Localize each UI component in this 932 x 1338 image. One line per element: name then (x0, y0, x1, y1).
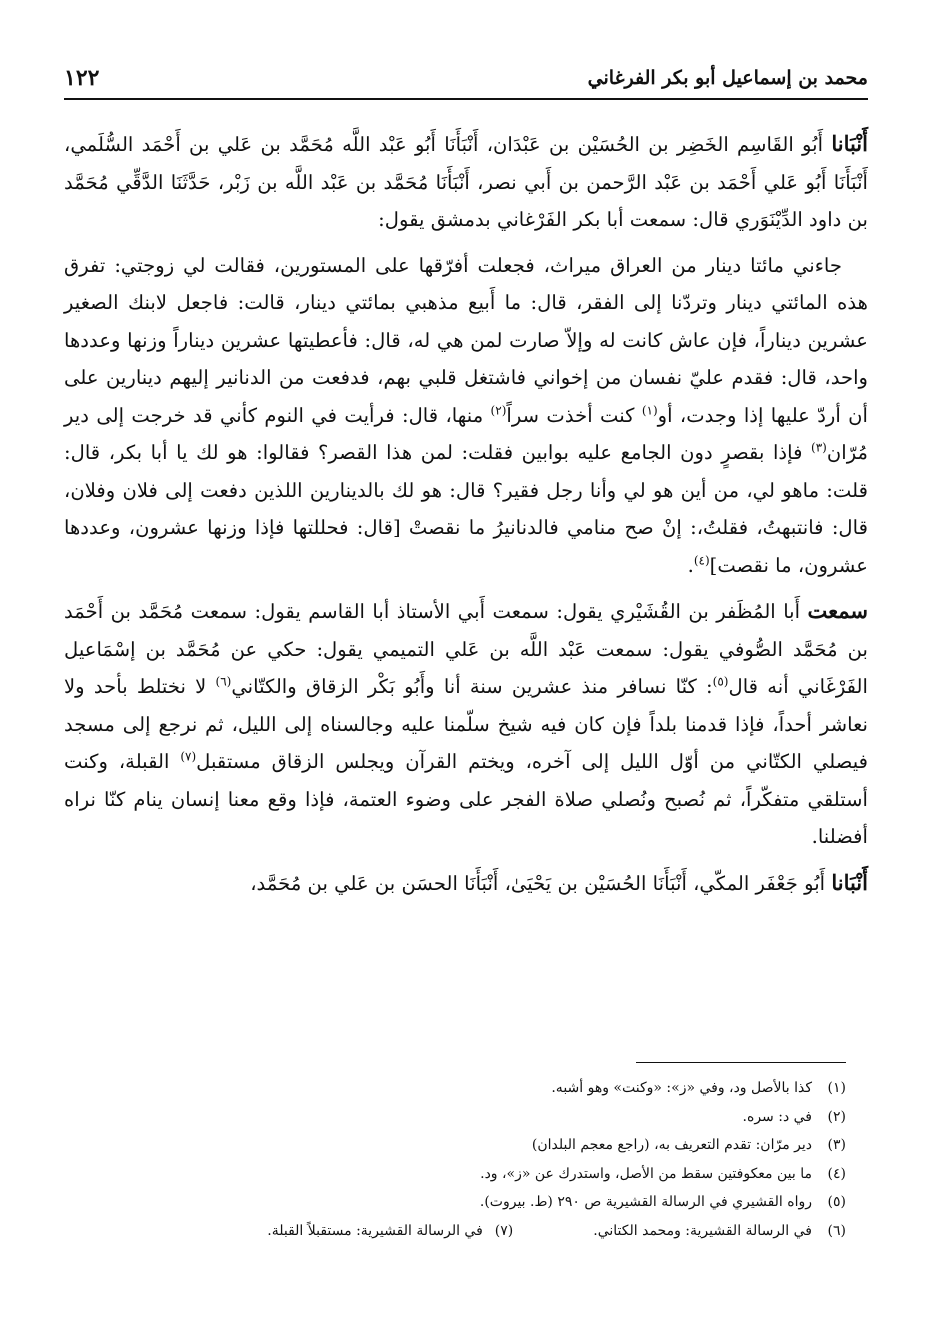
footnote-ref-7[interactable]: (٧) (180, 749, 197, 764)
footnote-text: دير مرّان: تقدم التعريف به، (راجع معجم البلدان) (531, 1137, 812, 1153)
text-run: : كنّا نسافر منذ عشرين سنة أنا وأَبُو بَكْر الزقاق والكتّاني (231, 675, 713, 698)
paragraph-lead-word: سمعت (807, 598, 868, 623)
footnote-number: (٣) (827, 1137, 846, 1153)
footnote-text: رواه القشيري في الرسالة القشيرية ص ٢٩٠ (ط. بيروت). (479, 1194, 812, 1210)
footnote-item (64, 1160, 846, 1189)
footnote-ref-3[interactable]: (٣) (811, 440, 827, 455)
footnote-text: ما بين معكوفتين سقط من الأصل، واستدرك عن «ز»، ود. (480, 1165, 812, 1182)
footnote-item (64, 1131, 846, 1160)
footnote-number: (١) (827, 1080, 846, 1096)
footnote-number: (٦) (827, 1222, 846, 1239)
text-run: فإذا بقصرٍ دون الجامع عليه بوابين فقلت: لمن هذا القصر؟ فقالوا: هو لك يا أبا بكر، قال: قلت: ماهو لي، من أين هو لي وأنا رجل فقير؟ قال: هو لك بالدينارين اللذين دفعت إلى فلان وفلان، قال: فانتبهتُ، فقلتُ،: إنْ صح منامي فالدنانيرُ ما نقصتْ [قال: فحللتها فإذا وزنها عشرون، وعددها عشرون، ما نقصت] (64, 441, 868, 577)
footnote-ref-4[interactable]: (٤) (693, 552, 710, 567)
footnote-number: (٥) (827, 1194, 846, 1210)
footnote-text: كذا بالأصل ود، وفي «ز»: «وكنت» وهو أشبه. (551, 1080, 812, 1096)
footnote-item (64, 1103, 846, 1132)
running-title: محمد بن إسماعيل أبو بكر الفرغاني (587, 67, 868, 89)
footnote-item (64, 1074, 846, 1103)
text-run: منها، قال: فرأيت في النوم كأني قد خرجت إلى دير مُرّان (64, 403, 868, 464)
footnote-number: (٢) (827, 1108, 846, 1125)
footnote-item-pair (64, 1217, 846, 1246)
footnote-number: (٤) (827, 1165, 846, 1182)
footnote-ref-1[interactable]: (١) (641, 402, 658, 417)
paragraph-isnad-1 (64, 125, 868, 239)
text-run: كنت أخذت سراً (506, 403, 642, 427)
page-number: ١٢٢ (64, 65, 100, 91)
paragraph-text: أَبُو القَاسِم الخَضِر بن الحُسَيْن بن عَبْدَان، أَنْبَأَنَا أَبُو عَبْد اللَّه مُحَمَّد بن عَلي بن أَحْمَد السُّلَمي، أَنْبَأَنَا أَبُو عَلي أَحْمَد بن عَبْد الرَّحمن بن أَبي نصر، أَنْبَأَنَا مُحَمَّد بن عَبْد اللَّه بن زَبْر، حَدَّثَنَا الدَّقِّي مُحَمَّد بن داود الدِّيْنَوَري قال: سمعت أبا بكر الفَرْغاني بدمشق يقول: (64, 133, 868, 231)
paragraph-isnad-3 (64, 864, 868, 903)
footnote-ref-2[interactable]: (٢) (490, 402, 507, 417)
footnote-number: (٧) (494, 1222, 514, 1239)
main-text (64, 125, 868, 902)
page-header (64, 58, 868, 100)
text-run: أَبا المُظَفر بن القُشَيْري يقول: سمعت أَبي الأستاذ أبا القاسم يقول: سمعت مُحَمَّد بن أَحْمَد بن مُحَمَّد الصُّوفي يقول: سمعت عَبْد اللَّه بن عَلي التميمي يقول: حكي عن مُحَمَّد بن إسْمَاعيل الفَرْغَاني أنه قال (64, 600, 868, 698)
paragraph-story (64, 247, 868, 585)
footnote-separator (636, 1062, 846, 1063)
text-run: جاءني مائتا دينار من العراق ميراث، فجعلت أفرّقها على المستورين، فقالت لي زوجتي: تفرق هذه المائتي دينار وتردّنا إلى الفقر، قال: ما أَبيع مذهبي بمائتي دينار، قالت: فاجعل لابنك الصغير عشرين ديناراً، فإن عاش كانت له وإلاّ صارت لمن هي له، قال: فأعطيتها عشرين ديناراً وزنها وعددها واحد، قال: فقدم عليّ نفسان من إخواني فاشتغل قلبي بهم، فدفعت من الدنانير إليهم دينارين على أن أردّ عليها إذا وجدت، أو (64, 253, 868, 427)
text-run: . (687, 553, 694, 577)
paragraph-lead-word: أَنْبَانا (831, 131, 868, 156)
paragraph-text: أَبُو جَعْفَر المكّي، أَنْبَأَنَا الحُسَيْن بن يَحْيَىٰ، أَنْبَأَنَا الحسَن بن عَلي بن مُحَمَّد، (250, 871, 832, 895)
footnote-ref-6[interactable]: (٦) (215, 674, 232, 689)
paragraph-lead-word: أَنْبَانا (831, 869, 868, 895)
footnote-item (64, 1188, 846, 1217)
text-run: القبلة، وكنت أستلقي متفكّراً، ثم نُصبح ونُصلي صلاة الفجر على وضوء العتمة، فإذا وقع معنا إنسان ينام كنّا نراه أفضلنا. (64, 750, 868, 848)
footnote-text: في د: سره. (742, 1108, 812, 1125)
footnote-text: في الرسالة القشيرية: مستقبلاً القبلة. (267, 1222, 483, 1239)
footnote-text: في الرسالة القشيرية: ومحمد الكتاني. (593, 1222, 812, 1239)
footnotes (64, 1074, 846, 1245)
text-run: لا نختلط بأحد ولا نعاشر أحداً، فإذا قدمنا بلداً فإن كان فيه شيخ سلّمنا عليه وجالسناه إلى الليل، ثم نرجع إلى مسجد فيصلي الكتّاني من أوّل الليل إلى آخره، ويختم القرآن ويجلس الزقاق مستقبل (64, 675, 868, 773)
footnote-ref-5[interactable]: (٥) (712, 674, 729, 689)
paragraph-isnad-2 (64, 592, 868, 856)
